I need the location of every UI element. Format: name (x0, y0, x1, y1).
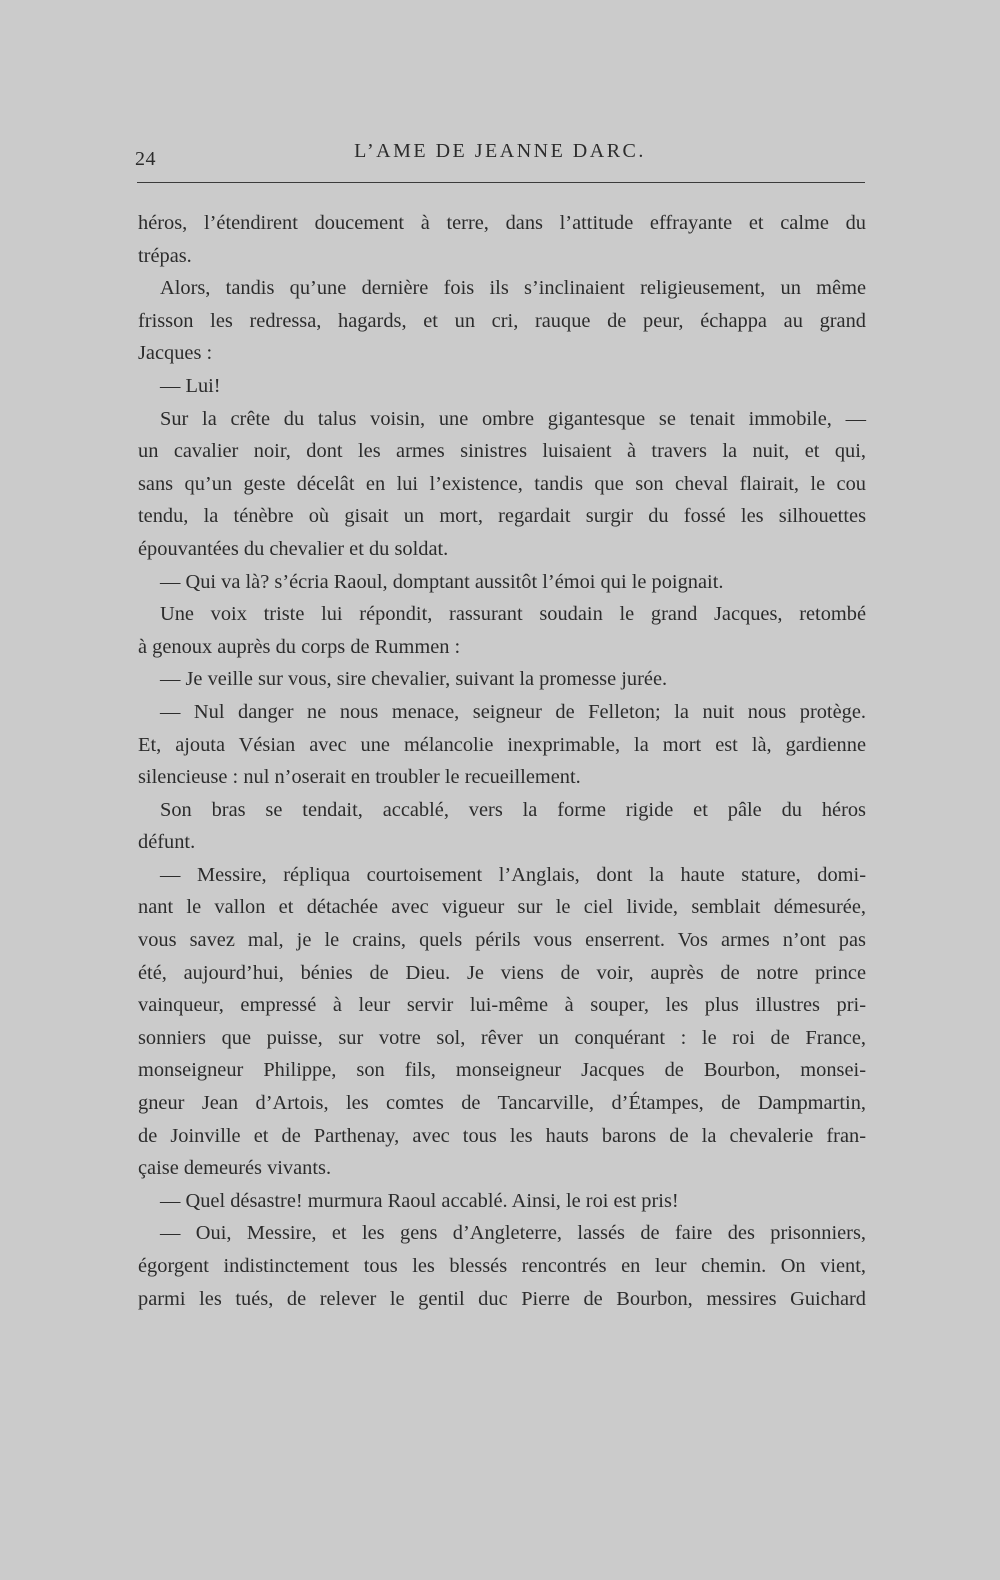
text-line: Son bras se tendait, accablé, vers la forme rigide et pâle du héros (160, 798, 866, 821)
text-line: de Joinville et de Parthenay, avec tous les hauts barons de la chevalerie fran- (138, 1124, 866, 1147)
text-line: — Quel désastre! murmura Raoul accablé. Ainsi, le roi est pris! (160, 1189, 679, 1212)
text-line: été, aujourd’hui, bénies de Dieu. Je viens de voir, auprès de notre prince (138, 961, 866, 984)
text-line: sans qu’un geste décelât en lui l’existence, tandis que son cheval flairait, le cou (138, 472, 866, 495)
running-title: L’AME DE JEANNE DARC. (354, 140, 646, 162)
text-line: nant le vallon et détachée avec vigueur sur le ciel livide, semblait démesurée, (138, 896, 866, 919)
text-line: — Oui, Messire, et les gens d’Angleterre, lassés de faire des prisonniers, (160, 1222, 866, 1245)
text-line: Sur la crête du talus voisin, une ombre gigantesque se tenait immobile, — (160, 407, 866, 430)
text-line: monseigneur Philippe, son fils, monseigneur Jacques de Bourbon, monsei- (138, 1059, 866, 1082)
text-line: épouvantées du chevalier et du soldat. (138, 537, 449, 560)
header-rule (137, 182, 865, 183)
text-line: héros, l’étendirent doucement à terre, dans l’attitude effrayante et calme du (138, 212, 866, 234)
text-line: — Je veille sur vous, sire chevalier, suivant la promesse jurée. (160, 668, 668, 691)
text-line: égorgent indistinctement tous les blessés rencontrés en leur chemin. On vient, (138, 1255, 866, 1277)
text-line: gneur Jean d’Artois, les comtes de Tancarville, d’Étampes, de Dampmartin, (138, 1092, 866, 1115)
page-number: 24 (135, 148, 156, 170)
text-line: vainqueur, empressé à leur servir lui-même à souper, les plus illustres pri- (138, 994, 866, 1017)
text-line: — Nul danger ne nous menace, seigneur de Felleton; la nuit nous protège. (160, 700, 866, 723)
text-line: tendu, la ténèbre où gisait un mort, regardait surgir du fossé les silhouettes (138, 505, 866, 528)
body-text (138, 207, 866, 1315)
text-line: Une voix triste lui répondit, rassurant soudain le grand Jacques, retombé (160, 603, 866, 626)
text-line: — Lui! (160, 374, 221, 397)
text-line: à genoux auprès du corps de Rummen : (138, 635, 461, 658)
text-line: frisson les redressa, hagards, et un cri, rauque de peur, échappa au grand (138, 309, 866, 332)
text-line: Et, ajouta Vésian avec une mélancolie inexprimable, la mort est là, gardienne (138, 733, 866, 756)
text-line: trépas. (138, 244, 192, 267)
text-line: un cavalier noir, dont les armes sinistres luisaient à travers la nuit, et qui, (138, 440, 866, 463)
text-line: Jacques : (138, 342, 213, 365)
text-line: sonniers que puisse, sur votre sol, rêver un conquérant : le roi de France, (138, 1026, 866, 1049)
text-line: parmi les tués, de relever le gentil duc Pierre de Bourbon, messires Guichard (138, 1287, 866, 1310)
text-line: çaise demeurés vivants. (138, 1157, 332, 1180)
page-header (135, 138, 865, 178)
text-line: silencieuse : nul n’oserait en troubler le recueillement. (138, 766, 581, 789)
text-line: Alors, tandis qu’une dernière fois ils s’inclinaient religieusement, un même (160, 277, 866, 300)
text-line: vous savez mal, je le crains, quels périls vous enserrent. Vos armes n’ont pas (138, 929, 866, 952)
text-line: défunt. (138, 831, 196, 854)
text-line: — Qui va là? s’écria Raoul, domptant aussitôt l’émoi qui le poignait. (160, 570, 724, 593)
text-line: — Messire, répliqua courtoisement l’Anglais, dont la haute stature, domi- (160, 863, 866, 886)
